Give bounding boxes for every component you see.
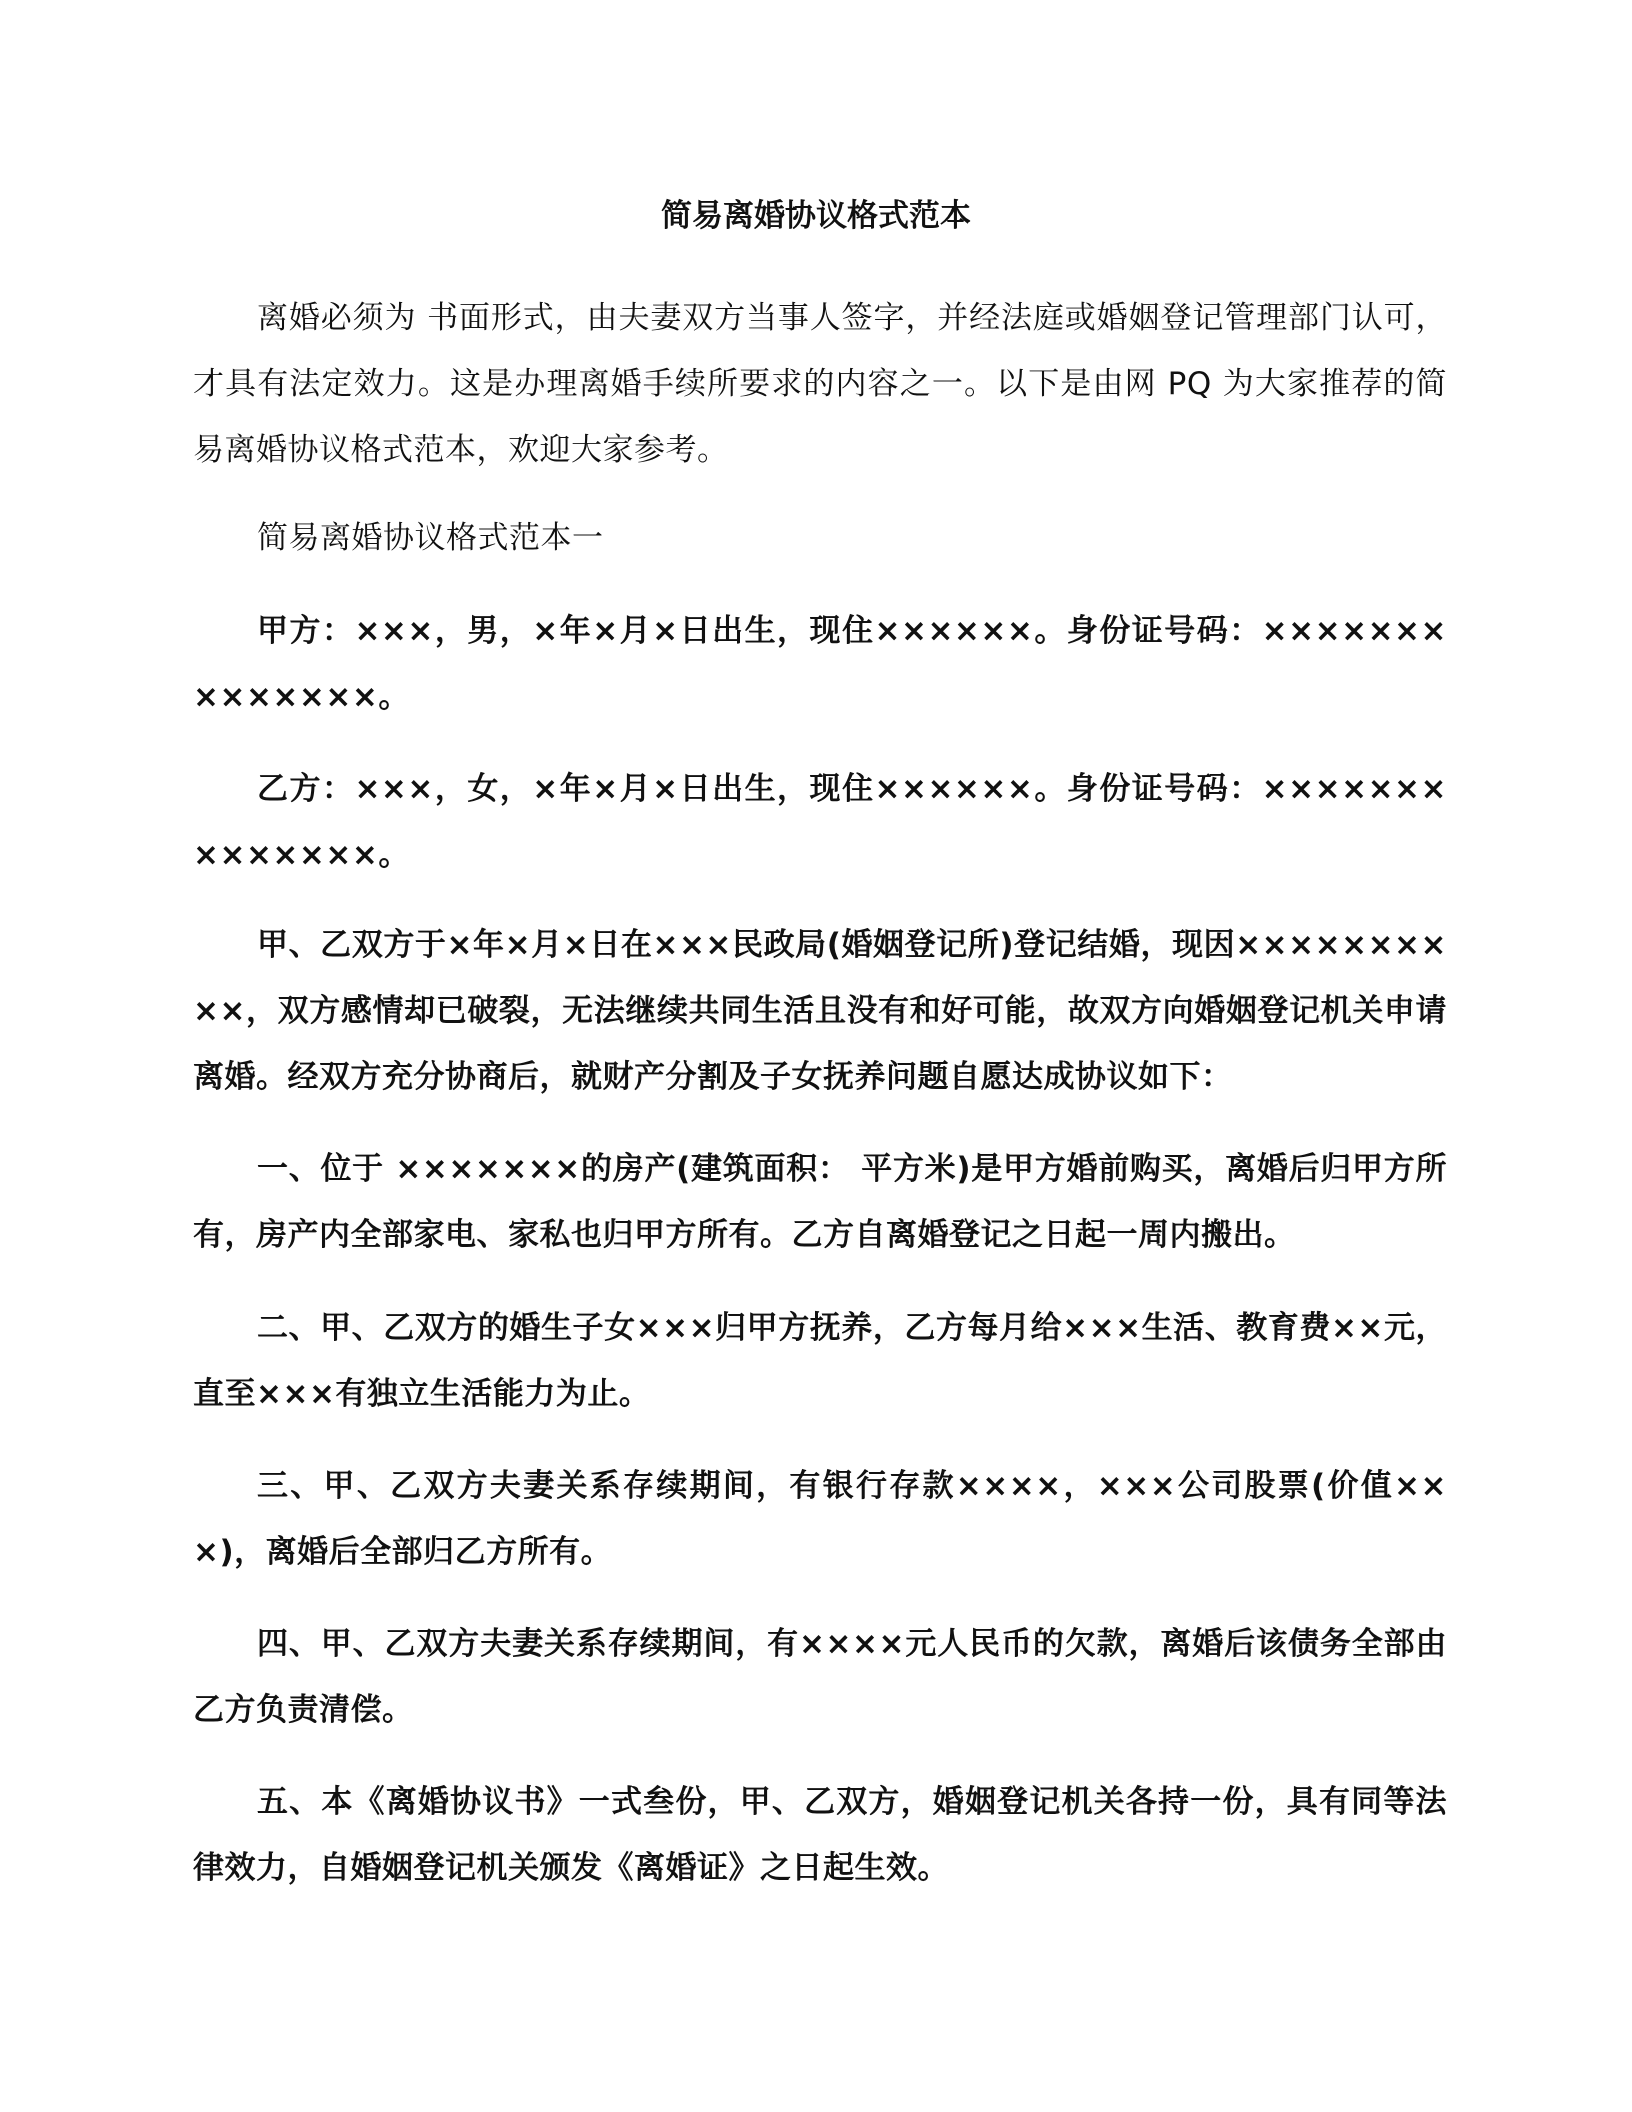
clause-3-paragraph: 三、甲、乙双方夫妻关系存续期间，有银行存款××××，×××公司股票(价值×××)，离婚后全部归乙方所有。	[193, 1468, 1447, 1570]
preamble-paragraph: 甲、乙双方于×年×月×日在×××民政局(婚姻登记所)登记结婚，现因××××××××××，双方感情却已破裂，无法继续共同生活且没有和好可能，故双方向婚姻登记机关申请离婚。经双方充分协商后，就财产分割及子女抚养问题自愿达成协议如下：	[193, 927, 1447, 1095]
intro-paragraph: 离婚必须为 书面形式，由夫妻双方当事人签字，并经法庭或婚姻登记管理部门认可，才具有法定效力。这是办理离婚手续所要求的内容之一。以下是由网 PQ 为大家推荐的简易离婚协议格式范本，欢迎大家参考。	[193, 300, 1447, 468]
clause-2-paragraph: 二、甲、乙双方的婚生子女×××归甲方抚养，乙方每月给×××生活、教育费××元，直至×××有独立生活能力为止。	[193, 1310, 1447, 1412]
clause-1-paragraph: 一、位于 ×××××××的房产(建筑面积： 平方米)是甲方婚前购买，离婚后归甲方所有，房产内全部家电、家私也归甲方所有。乙方自离婚登记之日起一周内搬出。	[193, 1151, 1447, 1253]
clause-4-paragraph: 四、甲、乙双方夫妻关系存续期间，有××××元人民币的欠款，离婚后该债务全部由乙方负责清偿。	[193, 1626, 1447, 1728]
party-a-paragraph: 甲方：×××，男，×年×月×日出生，现住××××××。身份证号码：××××××××××××××。	[193, 613, 1447, 715]
party-b-paragraph: 乙方：×××，女，×年×月×日出生，现住××××××。身份证号码：××××××××××××××。	[193, 771, 1447, 873]
section-heading: 简易离婚协议格式范本一	[257, 520, 604, 556]
document-title: 简易离婚协议格式范本	[661, 198, 971, 234]
clause-5-paragraph: 五、本《离婚协议书》一式叁份，甲、乙双方，婚姻登记机关各持一份，具有同等法律效力，自婚姻登记机关颁发《离婚证》之日起生效。	[193, 1784, 1447, 1886]
